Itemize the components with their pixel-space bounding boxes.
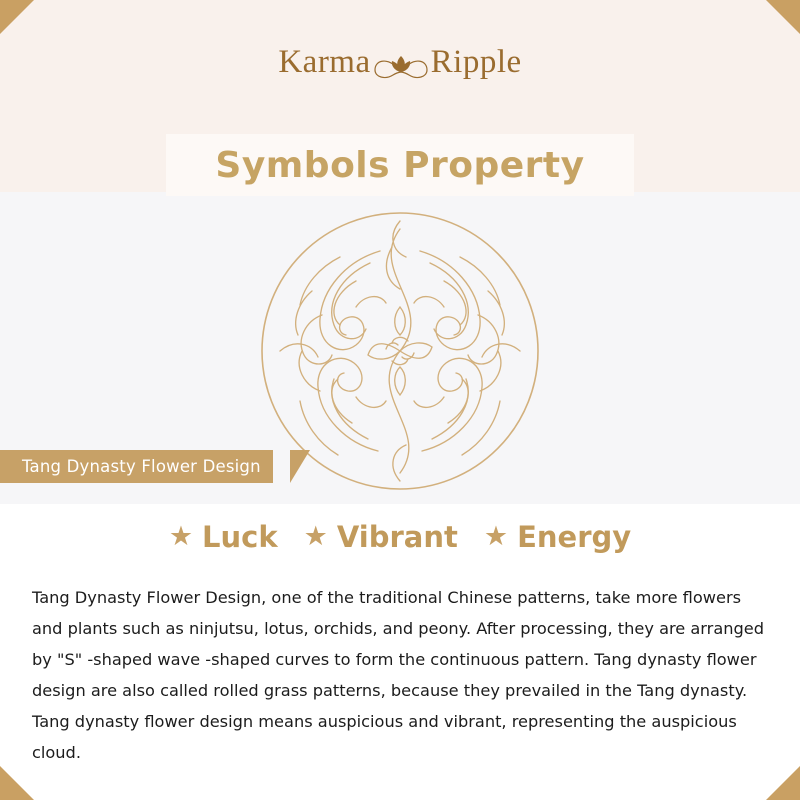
page-title: Symbols Property [215,144,585,186]
design-name-ribbon [0,450,273,483]
keyword-item-energy [484,520,631,554]
corner-accent-bottom-right [766,766,800,800]
keyword-label-energy: Energy [517,520,632,554]
design-name-label: Tang Dynasty Flower Design [22,457,261,476]
keyword-item-luck [169,520,278,554]
keyword-label-vibrant: Vibrant [336,520,458,554]
keyword-item-vibrant [304,520,458,554]
star-icon: ★ [168,520,194,551]
lotus-infinity-icon [373,42,429,82]
tang-flower-medallion-icon [260,211,540,491]
corner-accent-bottom-left [0,766,34,800]
brand-logo [0,42,800,82]
star-icon: ★ [303,520,328,551]
keyword-row [0,520,800,554]
brand-name-right: Ripple [430,43,522,80]
brand-name-left: Karma [278,43,371,80]
corner-accent-top-left [0,0,34,34]
star-icon: ★ [483,520,509,551]
description-paragraph: Tang Dynasty Flower Design, one of the traditional Chinese patterns, take more flowers and plants such as ninjutsu, lotus, orchids, and peony. After processing, they are arranged by "S" -shaped wave -shaped curves to form the continuous pattern. Tang dynasty flower design are also called rolled grass patterns, because they prevailed in the Tang dynasty. Tang dynasty flower design means auspicious and vibrant, representing the auspicious cloud. [32,588,765,763]
ribbon-tail-accent [290,450,310,483]
page-title-plate [166,134,634,196]
keyword-label-luck: Luck [202,520,278,554]
corner-accent-top-right [766,0,800,34]
